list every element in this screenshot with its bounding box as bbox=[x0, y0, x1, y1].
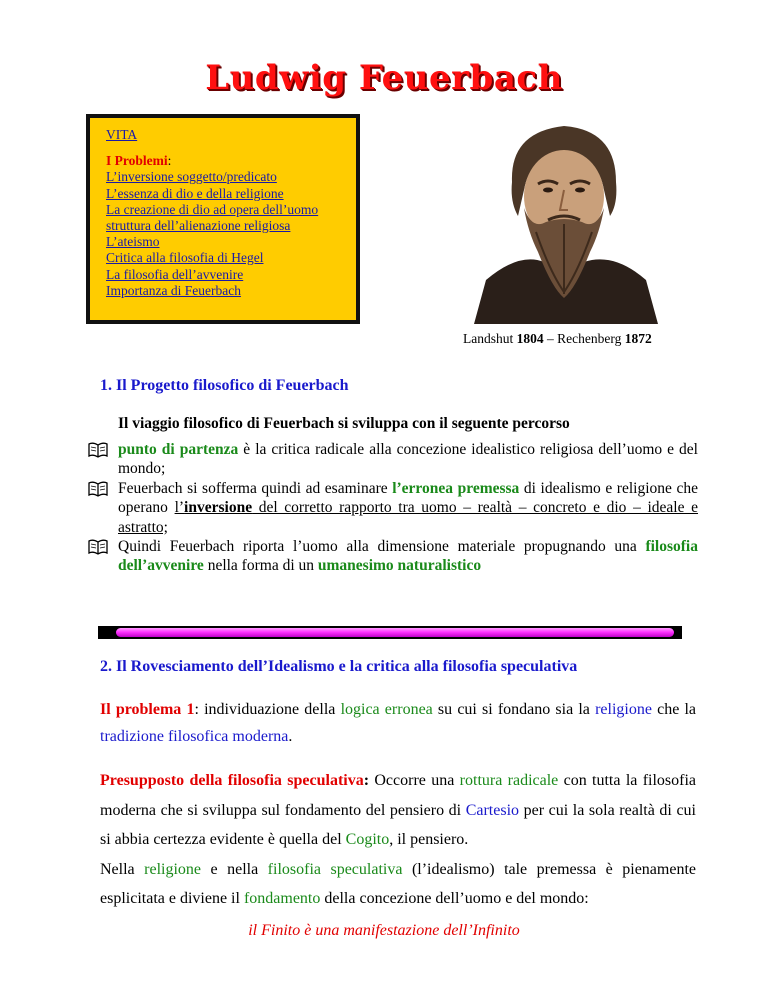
toc-link-alienazione[interactable]: struttura dell’alienazione religiosa bbox=[106, 218, 291, 234]
toc-link-inversione[interactable]: L’inversione soggetto/predicato bbox=[106, 169, 277, 185]
decorative-divider bbox=[98, 626, 682, 639]
portrait-image bbox=[464, 112, 664, 324]
religione-paragraph: Nella religione e nella filosofia speculativa (l’idealismo) tale premessa è pienamente esplicitata e diviene il fondamento della concezione dell’uomo e del mondo: bbox=[100, 861, 696, 907]
toc-link-avvenire[interactable]: La filosofia dell’avvenire bbox=[106, 266, 244, 282]
list-item: Feuerbach si sofferma quindi ad esaminare l’erronea premessa di idealismo e religione che operano l’inversione del corretto rapporto tra uomo – realtà – concreto e dio – ideale e astratto; bbox=[88, 479, 698, 537]
section1-heading: 1. Il Progetto filosofico di Feuerbach bbox=[100, 377, 349, 394]
conclusion-statement: il Finito è una manifestazione dell’Infinito bbox=[248, 922, 520, 939]
table-of-contents bbox=[86, 114, 360, 324]
section2-heading: 2. Il Rovesciamento dell’Idealismo e la critica alla filosofia speculativa bbox=[100, 658, 578, 675]
problem-paragraph: Il problema 1: individuazione della logica erronea su cui si fondano sia la religione che la tradizione filosofica moderna. bbox=[100, 701, 697, 745]
toc-link-hegel[interactable]: Critica alla filosofia di Hegel bbox=[106, 250, 264, 266]
toc-link-creazione[interactable]: La creazione di dio ad opera dell’uomo bbox=[106, 201, 319, 217]
open-book-icon bbox=[88, 441, 108, 458]
page-title: Ludwig Feuerbach bbox=[205, 58, 563, 98]
toc-link-vita[interactable]: VITA bbox=[106, 127, 138, 142]
list-item: Quindi Feuerbach riporta l’uomo alla dimensione materiale propugnando una filosofia dell’avvenire nella forma di un umanesimo naturalistico bbox=[88, 537, 698, 576]
bullet-list bbox=[88, 440, 698, 576]
toc-problemi-heading: I Problemi: bbox=[106, 153, 172, 169]
list-item: punto di partenza è la critica radicale alla concezione idealistico religiosa dell’uomo e del mondo; bbox=[88, 440, 698, 479]
open-book-icon bbox=[88, 538, 108, 555]
section1-subheading: Il viaggio filosofico di Feuerbach si sviluppa con il seguente percorso bbox=[118, 415, 570, 432]
presupposto-paragraph: Presupposto della filosofia speculativa: Occorre una rottura radicale con tutta la filosofia moderna che si sviluppa sul fondamento del pensiero di Cartesio per cui la sola realtà di cui si abbia certezza evidente è quella del Cogito, il pensiero. bbox=[100, 772, 697, 848]
toc-link-importanza[interactable]: Importanza di Feuerbach bbox=[106, 282, 241, 298]
portrait-caption: Landshut 1804 – Rechenberg 1872 bbox=[463, 331, 652, 346]
toc-link-essenza[interactable]: L’essenza di dio e della religione bbox=[106, 185, 284, 201]
open-book-icon bbox=[88, 480, 108, 497]
toc-link-ateismo[interactable]: L’ateismo bbox=[106, 234, 160, 250]
